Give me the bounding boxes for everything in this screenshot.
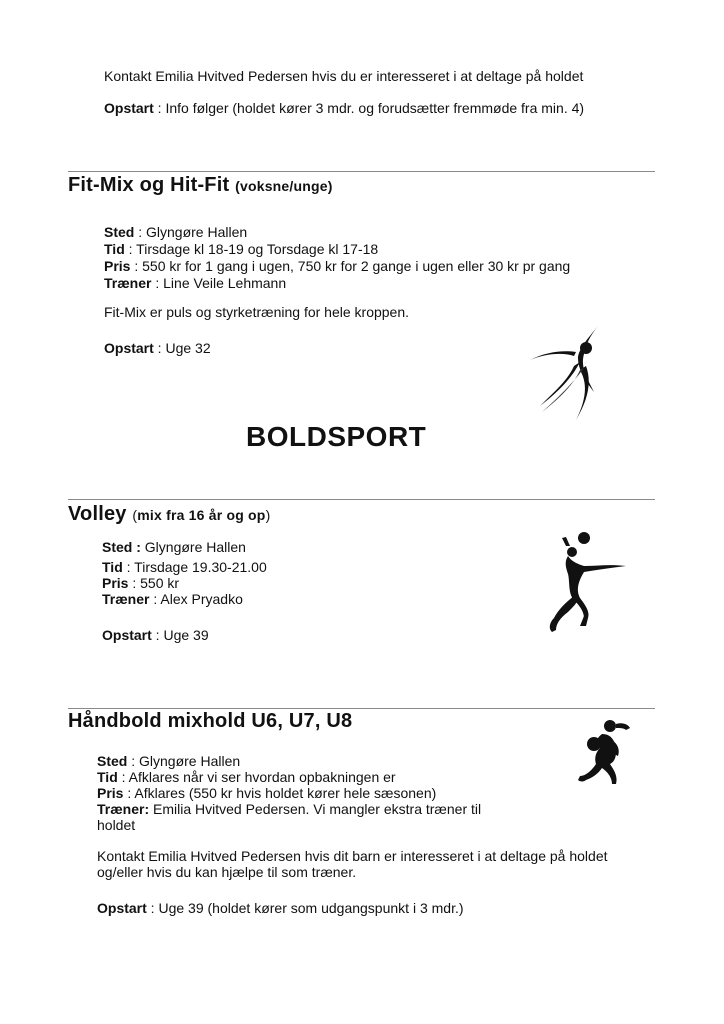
handball-place: Sted : Glyngøre Hallen <box>97 753 241 769</box>
fitmix-description: Fit-Mix er puls og styrketræning for hele kroppen. <box>104 304 410 320</box>
title-text: Fit-Mix og Hit-Fit <box>68 174 230 196</box>
fitmix-place: Sted : Glyngøre Hallen <box>104 224 248 240</box>
start-label: Opstart <box>104 100 154 116</box>
boldsport-heading: BOLDSPORT <box>246 421 427 452</box>
place-value: Glyngøre Hallen <box>146 224 248 240</box>
start-value: Uge 39 (holdet kører som udgangspunkt i 3 mdr.) <box>158 900 464 916</box>
coach-label: Træner: <box>97 801 150 817</box>
start-label: Opstart <box>104 340 154 356</box>
handball-contact-line-2: og/eller hvis du kan hjælpe til som træner. <box>97 864 357 880</box>
start-value: Uge 32 <box>165 340 211 356</box>
section-title-handball: Håndbold mixhold U6, U7, U8 <box>68 710 353 732</box>
fitness-dancer-icon <box>528 322 610 422</box>
handball-coach <box>97 801 481 818</box>
intro-contact: Kontakt Emilia Hvitved Pedersen hvis du er interesseret i at deltage på holdet <box>104 68 584 84</box>
divider <box>68 708 655 709</box>
fitmix-coach: Træner : Line Veile Lehmann <box>104 275 287 291</box>
title-subtitle: mix fra 16 år og op <box>137 507 266 523</box>
price-value: 550 kr for 1 gang i ugen, 750 kr for 2 gange i ugen eller 30 kr pr gang <box>142 258 571 274</box>
handball-time: Tid : Afklares når vi ser hvordan opbakningen er <box>97 769 396 785</box>
coach-label: Træner <box>102 591 150 607</box>
price-label: Pris <box>102 575 129 591</box>
time-label: Tid <box>102 559 123 575</box>
price-label: Pris <box>104 258 131 274</box>
time-value: Afklares når vi ser hvordan opbakningen er <box>128 769 396 785</box>
section-title-fitmix <box>68 174 333 197</box>
fitmix-price: Pris : 550 kr for 1 gang i ugen, 750 kr for 2 gange i ugen eller 30 kr pr gang <box>104 258 571 274</box>
volley-time: Tid : Tirsdage 19.30-21.00 <box>102 559 267 575</box>
price-value: Afklares (550 kr hvis holdet kører hele sæsonen) <box>134 785 437 801</box>
section-title-volley <box>68 503 270 526</box>
coach-value: Line Veile Lehmann <box>163 275 287 291</box>
fitmix-time: Tid : Tirsdage kl 18-19 og Torsdage kl 17-18 <box>104 241 379 257</box>
title-subtitle: (voksne/unge) <box>235 178 333 194</box>
place-label: Sted <box>97 753 128 769</box>
volley-coach: Træner : Alex Pryadko <box>102 591 243 607</box>
handball-start: Opstart : Uge 39 (holdet kører som udgangspunkt i 3 mdr.) <box>97 900 464 916</box>
volleyball-player-icon <box>540 532 630 634</box>
handball-contact-line-1: Kontakt Emilia Hvitved Pedersen hvis dit barn er interesseret i at deltage på holdet <box>97 848 608 864</box>
start-label: Opstart <box>102 627 152 643</box>
divider <box>68 171 655 172</box>
subtitle-close: ) <box>265 507 271 523</box>
volley-start: Opstart : Uge 39 <box>102 627 209 643</box>
place-value: Glyngøre Hallen <box>144 539 246 555</box>
handball-price: Pris : Afklares (550 kr hvis holdet kører hele sæsonen) <box>97 785 437 801</box>
coach-value: Emilia Hvitved Pedersen. Vi mangler ekstra træner til <box>153 801 482 817</box>
handball-coach-continued: holdet <box>97 817 136 833</box>
place-value: Glyngøre Hallen <box>139 753 241 769</box>
volley-place <box>102 539 246 556</box>
coach-label: Træner <box>104 275 152 291</box>
coach-value: Alex Pryadko <box>160 591 243 607</box>
volley-price: Pris : 550 kr <box>102 575 180 591</box>
handball-player-icon <box>572 718 634 788</box>
price-label: Pris <box>97 785 124 801</box>
place-label: Sted <box>104 224 135 240</box>
price-value: 550 kr <box>140 575 180 591</box>
time-label: Tid <box>104 241 125 257</box>
place-label: Sted : <box>102 539 141 555</box>
title-text: Volley <box>68 503 127 525</box>
time-value: Tirsdage 19.30-21.00 <box>134 559 267 575</box>
intro-start: Opstart : Info følger (holdet kører 3 mdr. og forudsætter fremmøde fra min. 4) <box>104 100 585 116</box>
start-value: Info følger (holdet kører 3 mdr. og forudsætter fremmøde fra min. 4) <box>165 100 585 116</box>
fitmix-start: Opstart : Uge 32 <box>104 340 211 356</box>
start-value: Uge 39 <box>163 627 209 643</box>
divider <box>68 499 655 500</box>
time-label: Tid <box>97 769 118 785</box>
subtitle-open: ( <box>132 507 138 523</box>
start-label: Opstart <box>97 900 147 916</box>
time-value: Tirsdage kl 18-19 og Torsdage kl 17-18 <box>136 241 379 257</box>
